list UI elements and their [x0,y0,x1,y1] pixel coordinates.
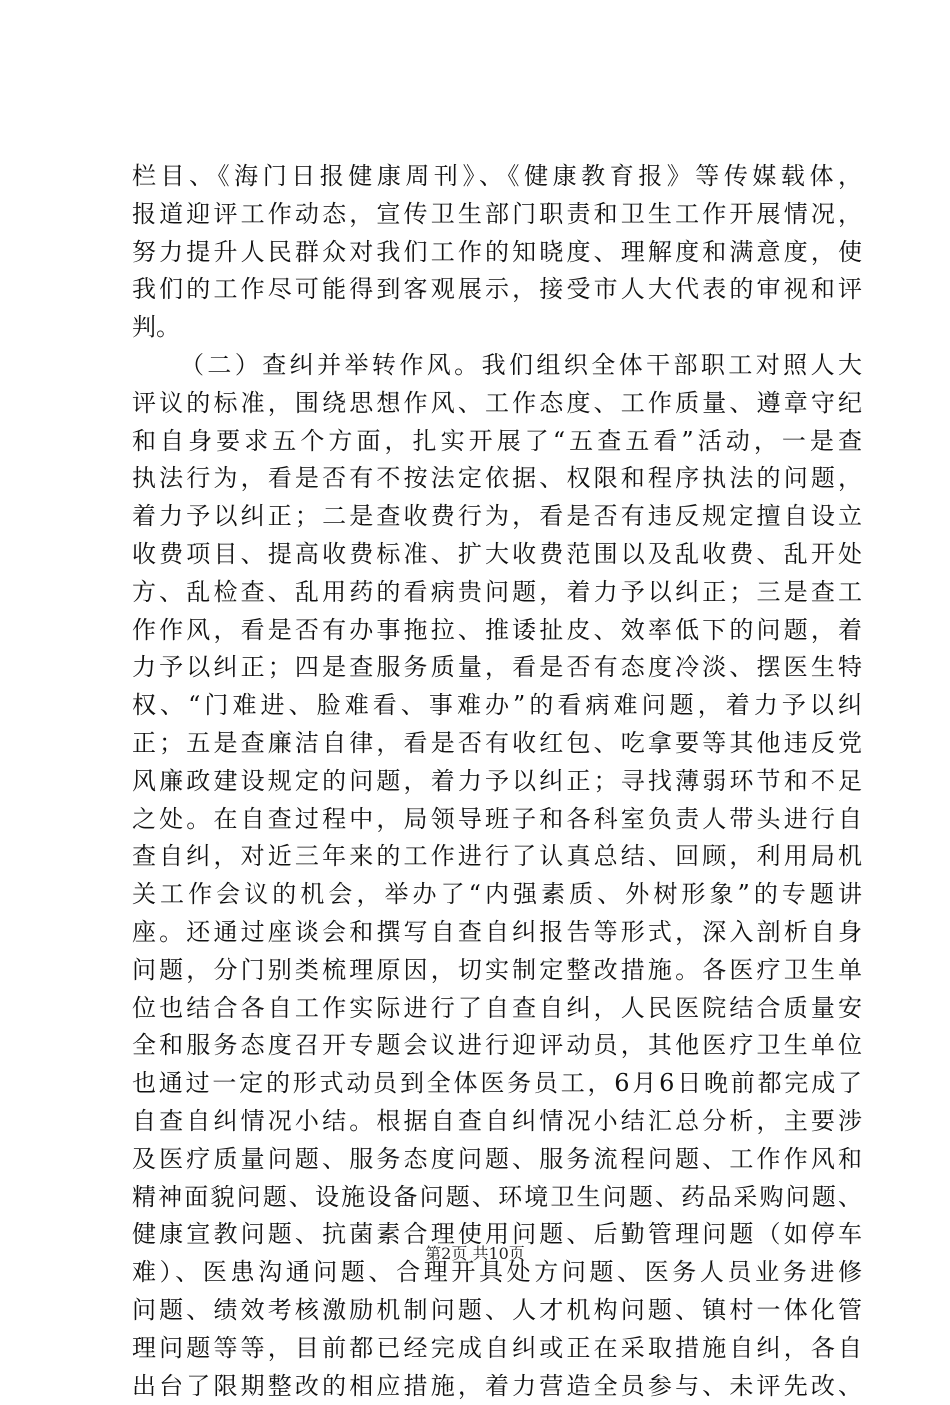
text-line: 全和服务态度召开专题会议进行迎评动员，其他医疗卫生单位 [132,1027,862,1065]
text-line: 问题、绩效考核激励机制问题、人才机构问题、镇村一体化管 [132,1292,862,1330]
text-line: 精神面貌问题、设施设备问题、环境卫生问题、药品采购问题、 [132,1179,862,1217]
text-line: 收费项目、提高收费标准、扩大收费范围以及乱收费、乱开处 [132,536,862,574]
document-body [132,158,862,1405]
text-line: 也通过一定的形式动员到全体医务员工，6月6日晚前都完成了 [132,1065,862,1103]
text-line: 风廉政建设规定的问题，着力予以纠正；寻找薄弱环节和不足 [132,763,862,801]
text-line: 查自纠，对近三年来的工作进行了认真总结、回顾，利用局机 [132,838,862,876]
text-line: 正；五是查廉洁自律，看是否有收红包、吃拿要等其他违反党 [132,725,862,763]
text-line: 健康宣教问题、抗菌素合理使用问题、后勤管理问题（如停车 [132,1216,862,1254]
text-line: 难）、医患沟通问题、合理开具处方问题、医务人员业务进修 [132,1254,862,1292]
text-line: 努力提升人民群众对我们工作的知晓度、理解度和满意度，使 [132,234,862,272]
text-line: 之处。在自查过程中，局领导班子和各科室负责人带头进行自 [132,801,862,839]
text-line: 关工作会议的机会，举办了“内强素质、外树形象”的专题讲 [132,876,862,914]
text-line: 问题，分门别类梳理原因，切实制定整改措施。各医疗卫生单 [132,952,862,990]
text-line: 和自身要求五个方面，扎实开展了“五查五看”活动，一是查 [132,423,862,461]
text-line: 方、乱检查、乱用药的看病贵问题，着力予以纠正；三是查工 [132,574,862,612]
page-number-footer: 第2页 共10页 [0,1244,950,1264]
text-line: 判。 [132,309,862,347]
text-line: 理问题等等，目前都已经完成自纠或正在采取措施自纠，各自 [132,1330,862,1368]
text-line: 自查自纠情况小结。根据自查自纠情况小结汇总分析，主要涉 [132,1103,862,1141]
text-line: 报道迎评工作动态，宣传卫生部门职责和卫生工作开展情况， [132,196,862,234]
text-line: 力予以纠正；四是查服务质量，看是否有态度冷淡、摆医生特 [132,649,862,687]
text-line: 座。还通过座谈会和撰写自查自纠报告等形式，深入剖析自身 [132,914,862,952]
text-line: 位也结合各自工作实际进行了自查自纠，人民医院结合质量安 [132,990,862,1028]
text-line: 我们的工作尽可能得到客观展示，接受市人大代表的审视和评 [132,271,862,309]
text-line: 栏目、《海门日报健康周刊》、《健康教育报》等传媒载体， [132,158,862,196]
text-line: 出台了限期整改的相应措施，着力营造全员参与、未评先改、 [132,1368,862,1405]
text-line: 及医疗质量问题、服务态度问题、服务流程问题、工作作风和 [132,1141,862,1179]
text-line: 权、“门难进、脸难看、事难办”的看病难问题，着力予以纠 [132,687,862,725]
text-line: 着力予以纠正；二是查收费行为，看是否有违反规定擅自设立 [132,498,862,536]
text-line: 评议的标准，围绕思想作风、工作态度、工作质量、遵章守纪 [132,385,862,423]
paragraph-start-line: （二）查纠并举转作风。我们组织全体干部职工对照人大 [132,347,862,385]
text-line: 作作风，看是否有办事拖拉、推诿扯皮、效率低下的问题，着 [132,612,862,650]
text-line: 执法行为，看是否有不按法定依据、权限和程序执法的问题， [132,460,862,498]
